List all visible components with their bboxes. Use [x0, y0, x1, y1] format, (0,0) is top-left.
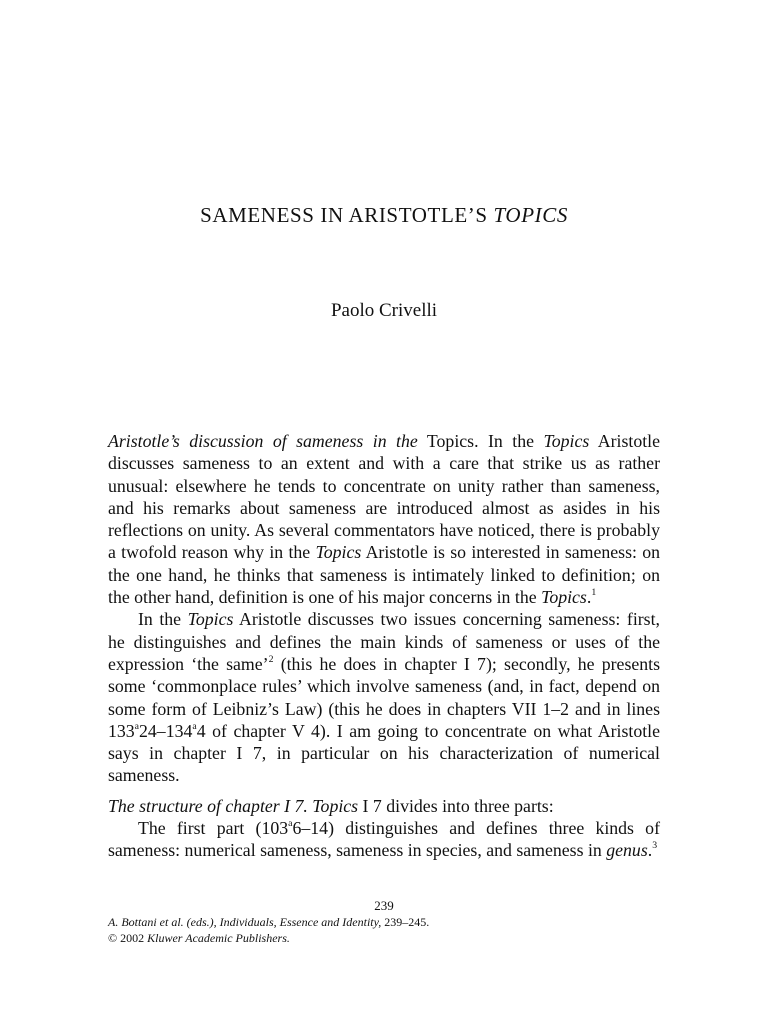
- paragraph-2: In the Topics Aristotle discusses two issues concerning sameness: first, he distinguishes and defines the main kinds of sameness or uses of the expression ‘the same’$^2$ (this he does in chapter I 7); secondly, he presents some ‘commonplace rules’ which involve sameness (and, in fact, depend on some form of Leibniz’s Law) (this he does in chapters VII 1–2 and in lines 133$^a$24–134$^a$4 of chapter V 4). I am going to concentrate on what Aristotle says in chapter I 7, in particular on his characterization of numerical sameness.: [108, 609, 661, 786]
- footnote-marker: 1: [591, 587, 597, 599]
- publication-footer: [108, 914, 429, 946]
- footnote-marker: 3: [652, 840, 658, 852]
- author-name: Paolo Crivelli: [330, 300, 438, 321]
- page-number: 239: [374, 898, 394, 913]
- citation-line: A. Bottani et al. (eds.), Individuals, Essence and Identity, 239–245.: [108, 915, 430, 929]
- body-text: [108, 430, 660, 862]
- paper-title: [0, 203, 768, 228]
- paragraph-4: The first part (103$^a$6–14) distinguishes and defines three kinds of sameness: numerical sameness, sameness in species, and sameness in genus.$^3$: [108, 818, 660, 861]
- section-heading: Aristotle’s discussion of sameness in the: [108, 431, 418, 451]
- title-main: SAMENESS IN ARISTOTLE’S: [200, 203, 494, 227]
- footnote-marker: 2: [268, 654, 274, 666]
- paragraph-3: The structure of chapter I 7. Topics I 7 divides into three parts:: [108, 795, 554, 816]
- section-heading: The structure of chapter I 7.: [108, 795, 308, 816]
- title-italic: TOPICS: [493, 203, 568, 227]
- paragraph-1: Aristotle’s discussion of sameness in the Topics. In the Topics Aristotle discusses sameness to an extent and with a care that strike us as rather unusual: elsewhere he tends to concentrate on unity rather than sameness, and his remarks about sameness are introduced almost as asides in his reflections on unity. As several commentators have noticed, there is probably a twofold reason why in the Topics Aristotle is so interested in sameness: on the one hand, he thinks that sameness is intimately linked to definition; on the other hand, definition is one of his major concerns in the Topics.$^1$: [108, 431, 660, 608]
- copyright-line: © 2002 Kluwer Academic Publishers.: [108, 931, 290, 945]
